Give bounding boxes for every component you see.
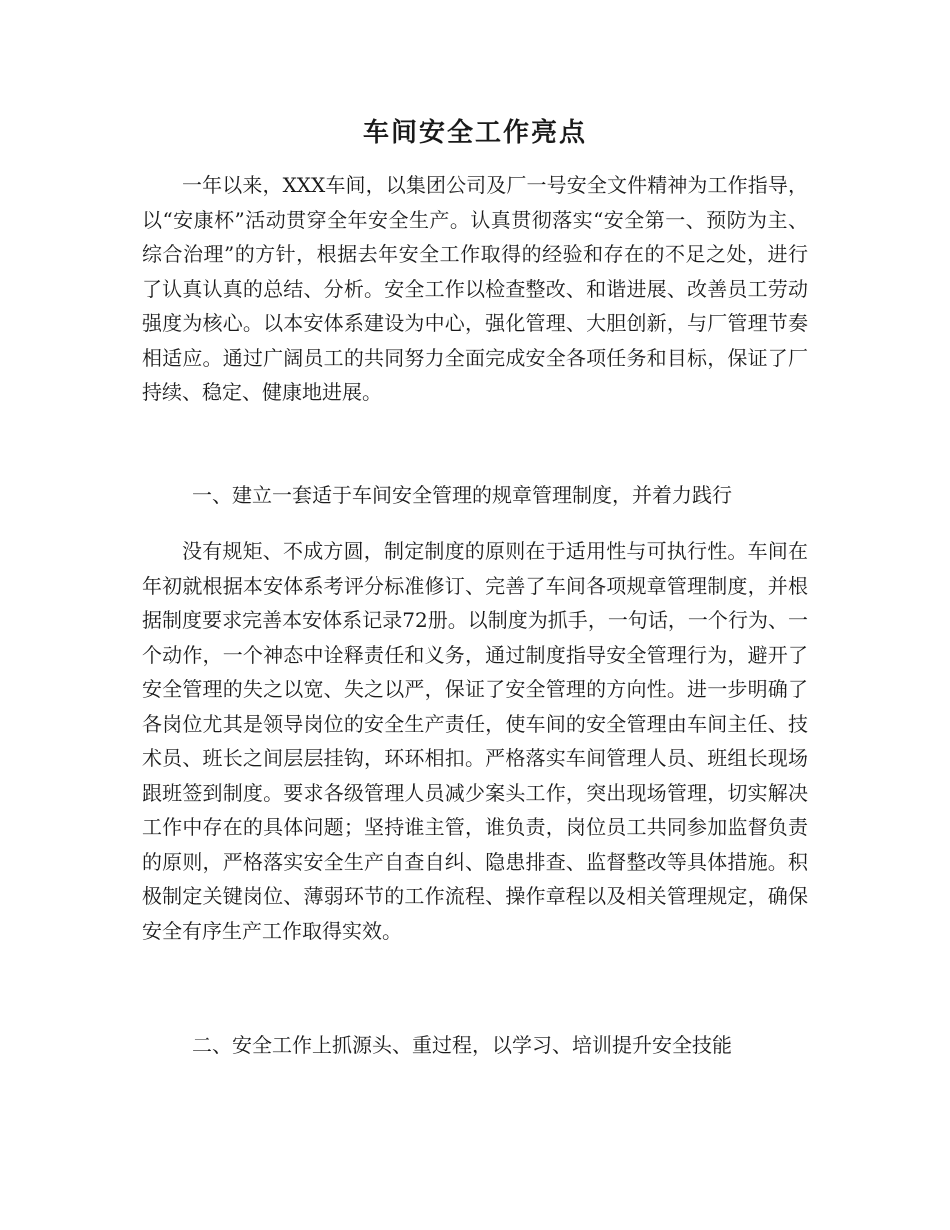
section-1-heading-block	[142, 478, 808, 513]
section-1-paragraph-block	[142, 534, 808, 948]
document-title: 车间安全工作亮点	[362, 118, 587, 148]
intro-paragraph: 一年以来，XXX车间，以集团公司及厂一号安全文件精神为工作指导，以“安康杯”活动贯穿全年安全生产。认真贯彻落实“安全第一、预防为主、综合治理”的方针，根据去年安全工作取得的经验和存在的不足之处，进行了认真认真的总结、分析。安全工作以检查整改、和谐进展、改善员工劳动强度为核心。以本安体系建设为中心，强化管理、大胆创新，与厂管理节奏相适应。通过广阔员工的共同努力全面完成安全各项任务和目标，保证了厂持续、稳定、健康地进展。	[142, 173, 808, 404]
section-1-paragraph: 没有规矩、不成方圆，制定制度的原则在于适用性与可执行性。车间在年初就根据本安体系考评分标准修订、完善了车间各项规章管理制度，并根据制度要求完善本安体系记录72册。以制度为抓手，一句话，一个行为、一个动作，一个神态中诠释责任和义务，通过制度指导安全管理行为，避开了安全管理的失之以宽、失之以严，保证了安全管理的方向性。进一步明确了各岗位尤其是领导岗位的安全生产责任，使车间的安全管理由车间主任、技术员、班长之间层层挂钩，环环相扣。严格落实车间管理人员、班组长现场跟班签到制度。要求各级管理人员减少案头工作，突出现场管理，切实解决工作中存在的具体问题；坚持谁主管，谁负责，岗位员工共同参加监督负责的原则，严格落实安全生产自查自纠、隐患排查、监督整改等具体措施。积极制定关键岗位、薄弱环节的工作流程、操作章程以及相关管理规定，确保安全有序生产工作取得实效。	[142, 539, 808, 943]
section-2-heading-block	[142, 1028, 808, 1063]
intro-paragraph-block	[142, 168, 808, 410]
section-1-heading: 一、建立一套适于车间安全管理的规章管理制度，并着力践行	[192, 483, 732, 507]
section-2-heading: 二、安全工作上抓源头、重过程，以学习、培训提升安全技能	[192, 1033, 732, 1057]
